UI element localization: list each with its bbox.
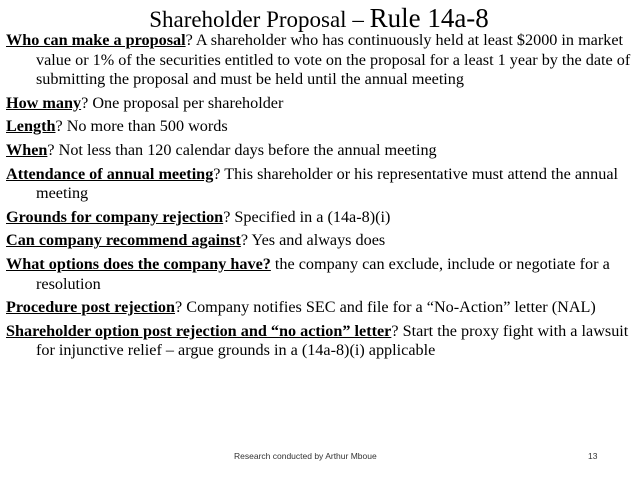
list-item [6, 31, 632, 90]
title-rule: Rule 14a-8 [369, 3, 489, 33]
item-punct: ? [55, 117, 63, 136]
item-punct: ? [185, 31, 193, 49]
list-item [6, 231, 632, 251]
item-punct: ? [47, 140, 55, 159]
page-number: 13 [588, 451, 598, 461]
item-text: No more than 500 words [62, 117, 228, 136]
item-punct: ? [81, 93, 89, 112]
list-item [6, 165, 632, 204]
slide-title [0, 4, 638, 34]
item-term: Attendance of annual meeting [6, 164, 214, 183]
item-term: Length [6, 117, 56, 136]
list-item [6, 117, 632, 137]
item-punct: ? [223, 207, 231, 226]
item-punct: ? [175, 298, 183, 317]
proposal-list [6, 31, 632, 365]
item-text: Specified in a (14a-8)(i) [230, 207, 391, 226]
list-item [6, 94, 632, 114]
item-punct: ? [391, 321, 399, 340]
item-text: Start the proxy fight with a lawsuit for injunctive relief – argue grounds in a (14a-8)(i) applicable [36, 321, 629, 360]
item-term: What options does the company have? [6, 254, 271, 273]
list-item [6, 322, 632, 361]
item-text: A shareholder who has continuously held at least $2000 in market value or 1% of the securities entitled to vote on the proposal for a least 1 year by the date of submitting the proposal and must be held until the annual meeting [36, 31, 631, 89]
item-text: Company notifies SEC and file for a “No-Action” letter (NAL) [182, 298, 596, 317]
footer-credit: Research conducted by Arthur Mboue [234, 451, 377, 461]
item-text: Yes and always does [248, 231, 386, 250]
item-text: Not less than 120 calendar days before the annual meeting [54, 140, 437, 159]
item-term: Procedure post rejection [6, 298, 176, 317]
item-term: Who can make a proposal [6, 31, 186, 49]
item-term: How many [6, 93, 82, 112]
item-term: Shareholder option post rejection and “no action” letter [6, 321, 392, 340]
list-item [6, 208, 632, 228]
item-term: When [6, 140, 48, 159]
title-main: Shareholder Proposal – [149, 7, 370, 32]
list-item [6, 255, 632, 294]
list-item [6, 298, 632, 318]
list-item [6, 141, 632, 161]
item-term: Grounds for company rejection [6, 207, 224, 226]
item-text: One proposal per shareholder [88, 93, 284, 112]
item-punct: ? [213, 164, 221, 183]
item-punct: ? [240, 231, 249, 250]
item-term: Can company recommend against [6, 231, 241, 250]
item-text: the company can exclude, include or negotiate for a resolution [36, 254, 610, 293]
item-text: This shareholder or his representative must attend the annual meeting [36, 164, 619, 203]
